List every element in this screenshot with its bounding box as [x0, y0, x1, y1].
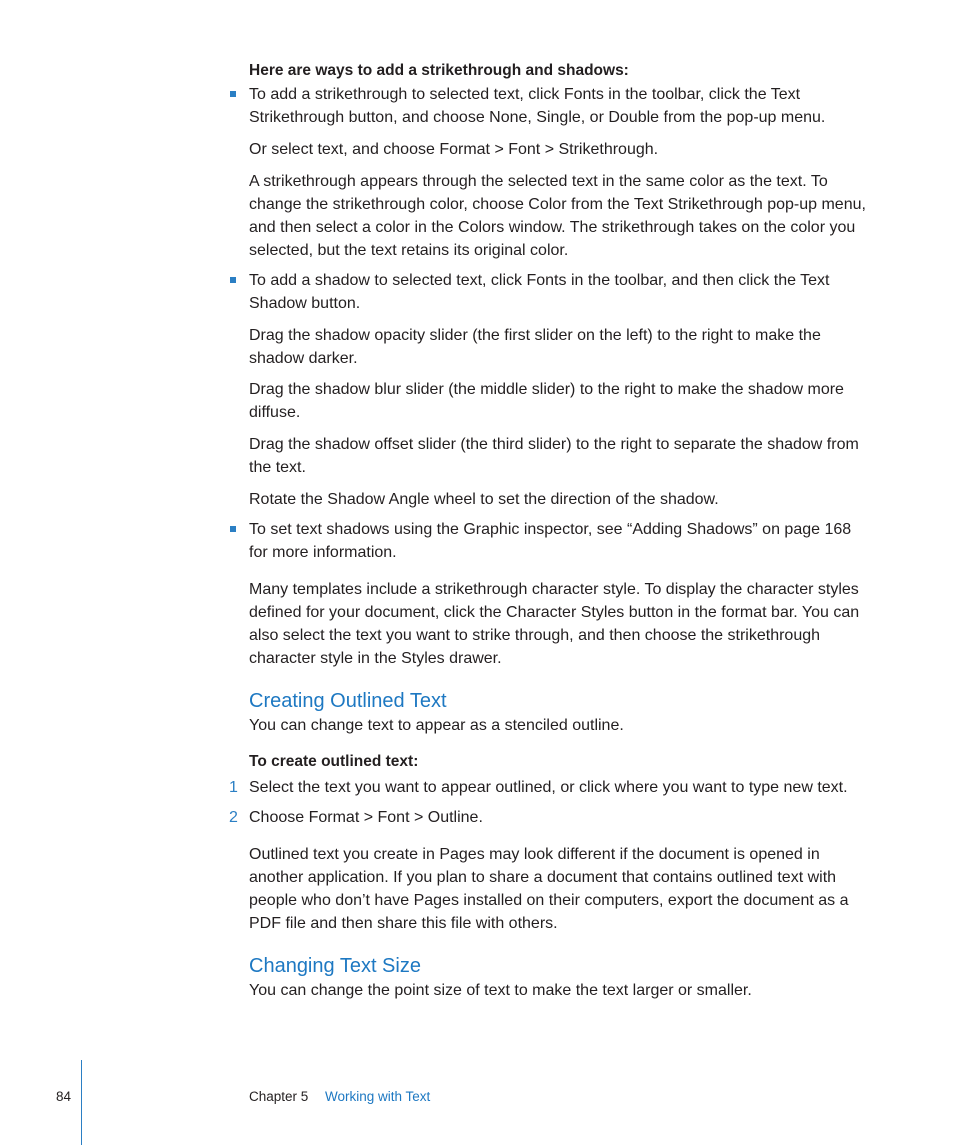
- footer-chapter-title: Working with Text: [325, 1089, 431, 1104]
- bullet-marker: [230, 526, 236, 532]
- shadow-angle-para: Rotate the Shadow Angle wheel to set the direction of the shadow.: [249, 491, 719, 508]
- bullet-marker: [230, 91, 236, 97]
- outlined-note: Outlined text you create in Pages may look different if the document is opened in another application. If you plan to share a document that contains outlined text with people who don’t have Pages installed on their computers, export the document as a PDF file and then share this file with others.: [249, 846, 849, 932]
- task-heading: To create outlined text:: [249, 753, 419, 770]
- shadow-opacity-para: Drag the shadow opacity slider (the first slider on the left) to the right to make the shadow darker.: [249, 327, 821, 367]
- bullet-strikethrough: To add a strikethrough to selected text, click Fonts in the toolbar, click the Text Strikethrough button, and choose None, Single, or Double from the pop-up menu.: [249, 86, 826, 126]
- step-text: Choose Format > Font > Outline.: [249, 809, 483, 826]
- section-heading-outlined: Creating Outlined Text: [249, 690, 447, 712]
- step-number: 1: [229, 779, 238, 796]
- step-text: Select the text you want to appear outlined, or click where you want to type new text.: [249, 779, 848, 796]
- bullet-shadow: To add a shadow to selected text, click Fonts in the toolbar, and then click the Text Shadow button.: [249, 272, 830, 312]
- outlined-intro: You can change text to appear as a stenciled outline.: [249, 717, 624, 734]
- intro-heading: Here are ways to add a strikethrough and shadows:: [249, 62, 629, 79]
- size-intro: You can change the point size of text to make the text larger or smaller.: [249, 982, 752, 999]
- shadow-blur-para: Drag the shadow blur slider (the middle slider) to the right to make the shadow more diffuse.: [249, 381, 844, 421]
- strikethrough-menu-para: Or select text, and choose Format > Font > Strikethrough.: [249, 141, 659, 158]
- shadow-offset-para: Drag the shadow offset slider (the third slider) to the right to separate the shadow from the text.: [249, 436, 859, 476]
- page-number: 84: [56, 1089, 72, 1104]
- footer-divider: [81, 1060, 82, 1145]
- bullet-graphic-inspector: To set text shadows using the Graphic inspector, see “Adding Shadows” on page 168 for more information.: [249, 521, 852, 561]
- footer-chapter: Chapter 5: [249, 1089, 309, 1104]
- section-heading-size: Changing Text Size: [249, 955, 421, 977]
- bullet-marker: [230, 277, 236, 283]
- step-number: 2: [229, 809, 238, 826]
- strikethrough-color-para: A strikethrough appears through the selected text in the same color as the text. To change the strikethrough color, choose Color from the Text Strikethrough pop-up menu, and then select a color in the Colors window. The strikethrough takes on the color you selected, but the text retains its original color.: [249, 173, 866, 259]
- templates-para: Many templates include a strikethrough character style. To display the character styles defined for your document, click the Character Styles button in the format bar. You can also select the text you want to strike through, and then choose the strikethrough character style in the Styles drawer.: [249, 581, 860, 667]
